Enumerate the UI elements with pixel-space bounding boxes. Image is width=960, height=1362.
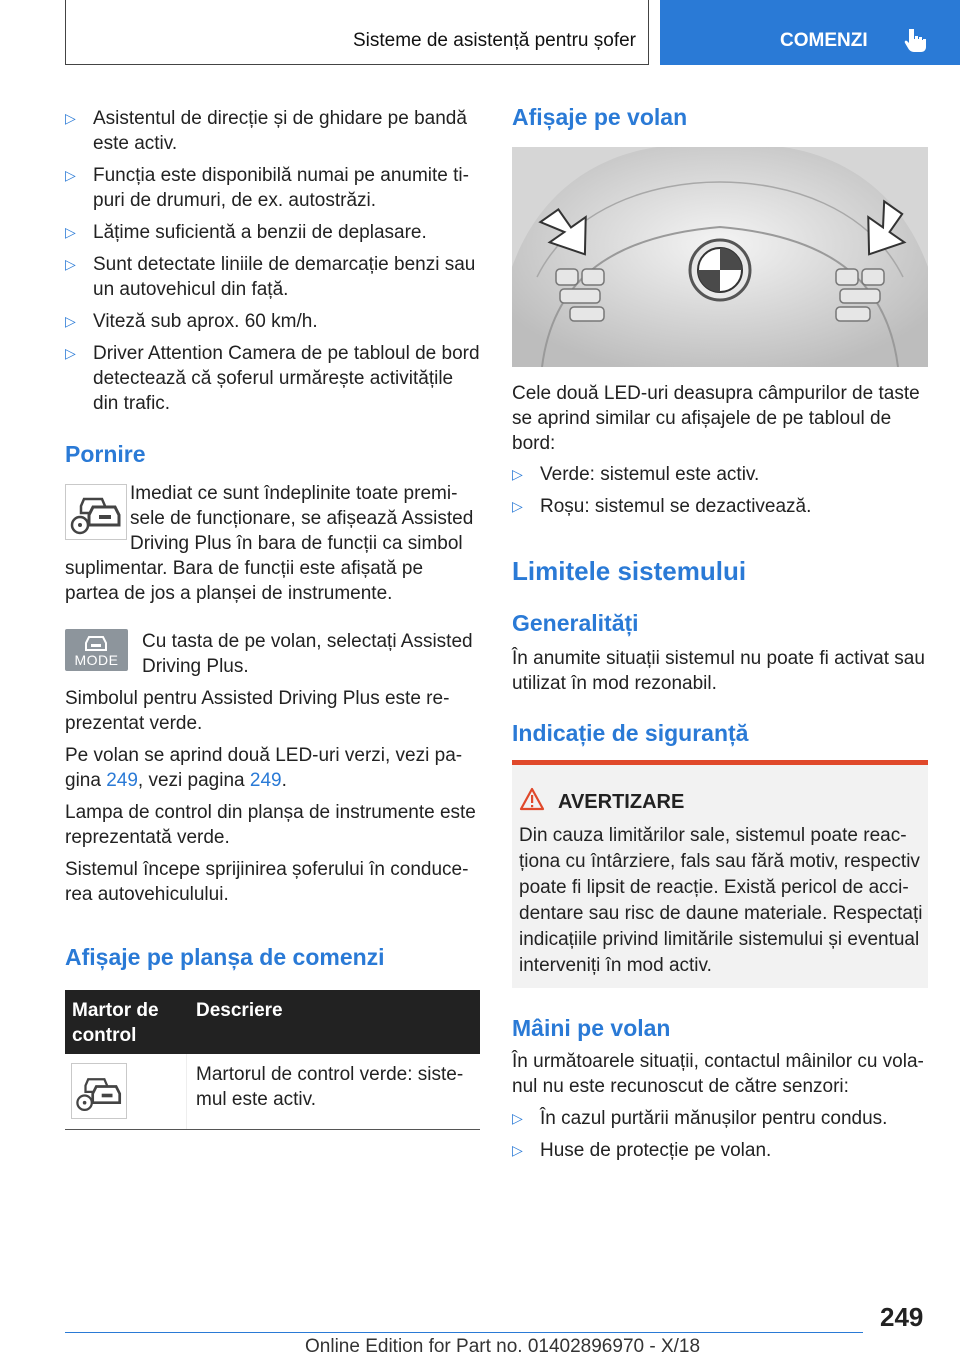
- table-divider: [186, 1054, 187, 1129]
- para-system: Sistemul începe sprijinirea șoferului în conducerea autovehiculului.: [65, 859, 469, 905]
- table-col-description: Descriere: [196, 1000, 283, 1021]
- page-link[interactable]: 249: [249, 770, 282, 791]
- bullet-triangle-icon: ▷: [65, 167, 76, 183]
- para-led: Pe volan se aprind două LED-uri verzi, vezi pagina 249, vezi pagina 249.: [65, 745, 463, 791]
- display-heading: Afișaje pe planșa de comenzi: [65, 944, 385, 970]
- pornire-text-1: Imediat ce sunt îndeplinite toate premisele de funcționare, se afișează Assisted Driving Plus în bara de funcții ca simbol: [130, 483, 474, 554]
- page-link[interactable]: 249: [106, 770, 138, 791]
- warning-title: AVERTIZARE: [558, 791, 685, 813]
- list-item: ▷ Asistentul de direcție și de ghidare pe bandă este activ.: [65, 108, 467, 154]
- section-title-box: [65, 0, 649, 65]
- general-text: În anumite situații sistemul nu poate fi activat sau utilizat în mod rezonabil.: [512, 648, 925, 694]
- table-col-indicator: Martor de control: [72, 1000, 159, 1046]
- list-item: ▷ Funcția este disponibilă numai pe anumite tipuri de drumuri, de ex. autostrăzi.: [65, 165, 469, 211]
- bullet-triangle-icon: ▷: [65, 256, 76, 272]
- assisted-driving-icon: [65, 484, 127, 540]
- mode-button-icon: [65, 629, 128, 671]
- mode-label: MODE: [74, 652, 119, 668]
- limits-heading: Limitele sistemului: [512, 556, 747, 586]
- hand-pointer-icon: [903, 27, 929, 53]
- wheel-text: Cele două LED-uri deasupra câmpurilor de taste se aprind similar cu afișajele de pe tabloul de bord:: [512, 383, 920, 454]
- indicator-icon: [71, 1063, 127, 1119]
- general-heading: Generalități: [512, 610, 639, 636]
- bullet-triangle-icon: ▷: [512, 1110, 523, 1126]
- chapter-tab[interactable]: [660, 0, 960, 65]
- list-item: ▷ Sunt detectate liniile de demarcație benzi sau un autovehicul din față.: [65, 254, 476, 300]
- bullet-triangle-icon: ▷: [512, 1142, 523, 1158]
- bullet-triangle-icon: ▷: [65, 313, 76, 329]
- list-item: ▷ În cazul purtării mănușilor pentru condus.: [512, 1108, 888, 1129]
- warning-triangle-icon: [519, 787, 545, 811]
- list-item: ▷ Verde: sistemul este activ.: [512, 464, 760, 485]
- pornire-heading: Pornire: [65, 441, 146, 467]
- list-item: ▷ Roșu: sistemul se dezactivează.: [512, 496, 812, 517]
- bullet-triangle-icon: ▷: [512, 498, 523, 514]
- page-number: 249: [880, 1302, 924, 1332]
- hands-text: În următoarele situații, contactul mâinilor cu volanul nu este recunoscut de către senzori:: [512, 1051, 924, 1097]
- list-item: ▷ Huse de protecție pe volan.: [512, 1140, 772, 1161]
- hands-heading: Mâini pe volan: [512, 1015, 671, 1041]
- wheel-heading: Afișaje pe volan: [512, 104, 688, 130]
- list-item: ▷ Viteză sub aprox. 60 km/h.: [65, 311, 318, 332]
- bullet-triangle-icon: ▷: [65, 345, 76, 361]
- warning-body: Din cauza limitărilor sale, sistemul poate reacționa cu întârziere, fals sau fără motiv, respectiv poate fi lipsit de reacție. Există pericol de accidentare sau risc de daune materiale. Respectați indicațiile privind limitările sistemului și eventual interveniți în mod activ.: [519, 825, 923, 976]
- bullet-triangle-icon: ▷: [65, 224, 76, 240]
- list-item: ▷ Driver Attention Camera de pe tabloul de bord detectează că șoferul urmărește activitățile din trafic.: [65, 343, 480, 414]
- bullet-triangle-icon: ▷: [512, 466, 523, 482]
- table-row-description: Martorul de control verde: sistemul este activ.: [196, 1064, 464, 1110]
- warning-box: [512, 760, 928, 988]
- table-header: [65, 990, 480, 1054]
- para-symbol: Simbolul pentru Assisted Driving Plus este reprezentat verde.: [65, 688, 450, 734]
- mode-text: Cu tasta de pe volan, selectați Assisted Driving Plus.: [142, 631, 473, 677]
- bullet-triangle-icon: ▷: [65, 110, 76, 126]
- list-item: ▷ Lățime suficientă a benzii de deplasare.: [65, 222, 427, 243]
- para-lamp: Lampa de control din planșa de instrumente este reprezentată verde.: [65, 802, 476, 848]
- section-title: Sisteme de asistență pentru șofer: [352, 30, 636, 51]
- footer-rule: [65, 1332, 863, 1333]
- table-bottom-rule: [65, 1129, 480, 1130]
- chapter-tab-label: COMENZI: [780, 30, 868, 51]
- edition-text: Online Edition for Part no. 01402896970 - X/18: [305, 1336, 701, 1357]
- pornire-text-2: suplimentar. Bara de funcții este afișată pe partea de jos a planșei de instrumente.: [65, 558, 424, 604]
- steering-wheel-image: [512, 147, 928, 367]
- safety-heading: Indicație de siguranță: [512, 720, 749, 746]
